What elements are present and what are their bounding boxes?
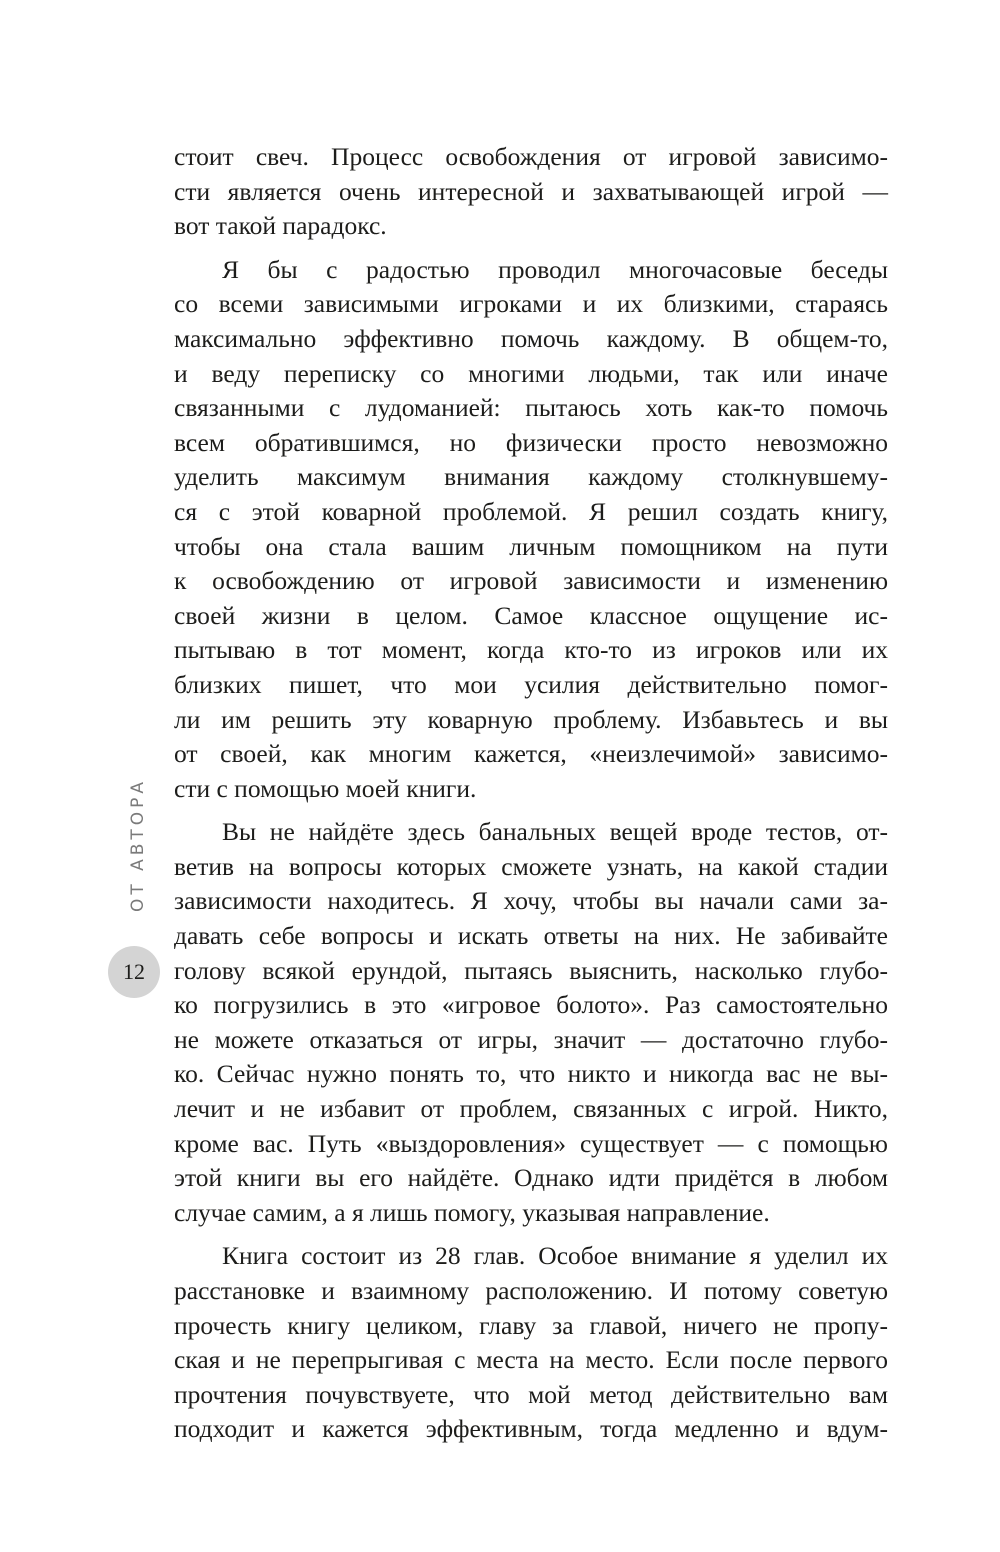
text-line: ко погрузились в это «игровое болото». Раз самостоятельно bbox=[174, 990, 888, 1020]
text-line: и веду переписку со многими людьми, так или иначе bbox=[174, 358, 888, 388]
text-line: случае самим, а я лишь помогу, указывая направление. bbox=[174, 1197, 770, 1227]
text-line: Книга состоит из 28 глав. Особое внимание я уделил их bbox=[222, 1241, 888, 1271]
text-line: Вы не найдёте здесь банальных вещей вроде тестов, от- bbox=[222, 817, 888, 847]
text-line: зависимости находитесь. Я хочу, чтобы вы начали сами за- bbox=[174, 886, 888, 916]
text-line: близких пишет, что мои усилия действительно помог- bbox=[174, 669, 888, 699]
text-line: расстановке и взаимному расположению. И потому советую bbox=[174, 1276, 888, 1305]
text-line: прочесть книгу целиком, главу за главой, ничего не пропу- bbox=[174, 1310, 888, 1340]
text-line: не можете отказаться от игры, значит — достаточно глубо- bbox=[174, 1024, 888, 1054]
paragraph-4 bbox=[174, 1239, 888, 1447]
text-line: прочтения почувствуете, что мой метод действительно вам bbox=[174, 1379, 888, 1409]
text-line: своей жизни в целом. Самое классное ощущение ис- bbox=[174, 600, 888, 630]
paragraph-3 bbox=[174, 815, 888, 1230]
text-line: голову всякой ерундой, пытаясь выяснить, насколько глубо- bbox=[174, 955, 888, 985]
text-line: ли им решить эту коварную проблему. Избавьтесь и вы bbox=[174, 704, 888, 734]
text-line: стоит свеч. Процесс освобождения от игровой зависимо- bbox=[174, 142, 888, 171]
text-line: к освобождению от игровой зависимости и изменению bbox=[174, 566, 888, 596]
text-line: сти является очень интересной и захватывающей игрой — bbox=[174, 176, 888, 206]
page-number-badge bbox=[108, 946, 160, 998]
text-line: вот такой парадокс. bbox=[174, 211, 387, 241]
running-head-text: ОТ АВТОРА bbox=[128, 777, 148, 913]
text-line: кроме вас. Путь «выздоровления» существует — с помощью bbox=[174, 1128, 888, 1158]
text-line: ся с этой коварной проблемой. Я решил создать книгу, bbox=[174, 496, 888, 526]
paragraph-1 bbox=[174, 140, 888, 244]
text-line: подходит и кажется эффективным, тогда медленно и вдум- bbox=[174, 1414, 888, 1444]
text-line: от своей, как многим кажется, «неизлечимой» зависимо- bbox=[174, 739, 888, 769]
text-line: всем обратившимся, но физически просто невозможно bbox=[174, 427, 888, 457]
page-number: 12 bbox=[123, 959, 145, 984]
text-line: ская и не перепрыгивая с места на место. Если после первого bbox=[174, 1345, 888, 1375]
text-line: со всеми зависимыми игроками и их близкими, стараясь bbox=[174, 289, 888, 319]
text-line: чтобы она стала вашим личным помощником на пути bbox=[174, 531, 888, 561]
text-line: этой книги вы его найдёте. Однако идти придётся в любом bbox=[174, 1163, 888, 1193]
text-line: связанными с лудоманией: пытаюсь хоть как-то помочь bbox=[174, 393, 888, 423]
text-line: ко. Сейчас нужно понять то, что никто и никогда вас не вы- bbox=[174, 1059, 888, 1089]
text-line: лечит и не избавит от проблем, связанных с игрой. Никто, bbox=[174, 1094, 888, 1124]
text-line: ветив на вопросы которых сможете узнать, на какой стадии bbox=[174, 851, 888, 881]
text-line: сти с помощью моей книги. bbox=[174, 773, 477, 803]
text-line: пытываю в тот момент, когда кто-то из игроков или их bbox=[174, 635, 888, 665]
running-head bbox=[118, 772, 158, 918]
paragraph-2 bbox=[174, 253, 888, 807]
text-line: давать себе вопросы и искать ответы на них. Не забивайте bbox=[174, 921, 888, 951]
text-line: Я бы с радостью проводил многочасовые беседы bbox=[222, 254, 888, 284]
text-line: максимально эффективно помочь каждому. В общем-то, bbox=[174, 323, 888, 353]
text-line: уделить максимум внимания каждому столкнувшему- bbox=[174, 462, 888, 492]
body-text bbox=[174, 140, 888, 1447]
